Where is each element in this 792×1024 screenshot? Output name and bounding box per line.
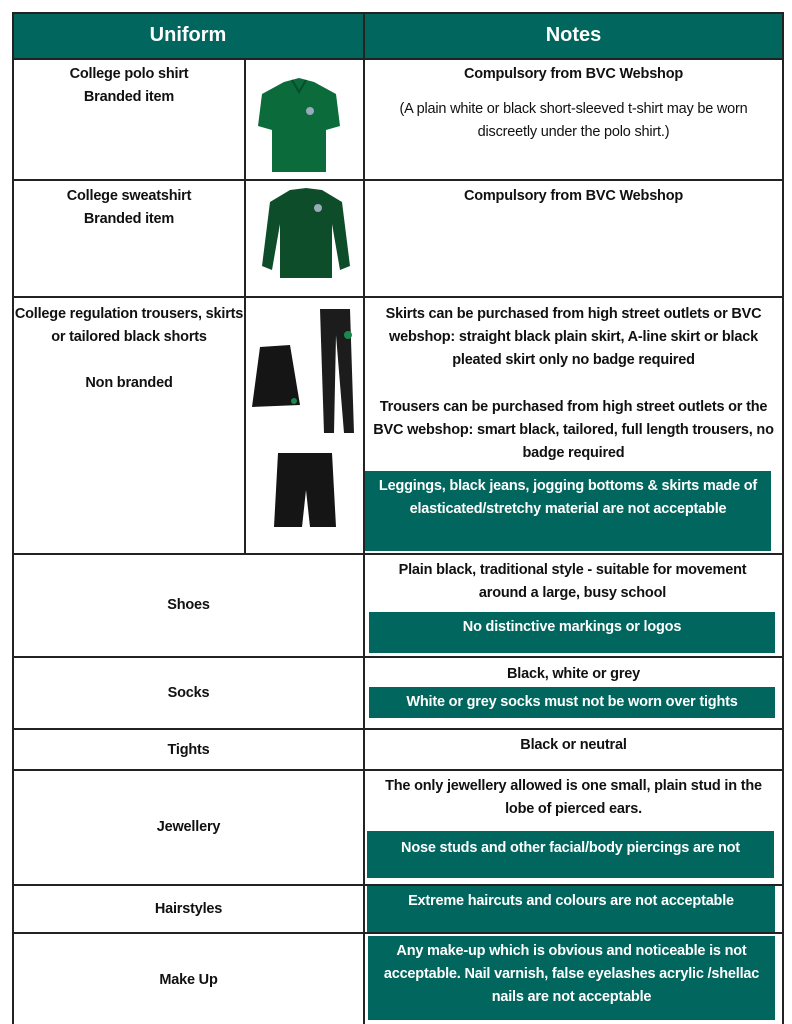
divider bbox=[782, 12, 784, 1024]
warning-box: White or grey socks must not be worn over tights bbox=[369, 687, 775, 718]
warning-box: Leggings, black jeans, jogging bottoms & skirts made of elasticated/stretchy material are not acceptable bbox=[365, 471, 771, 551]
header-notes: Notes bbox=[364, 13, 783, 58]
note: Compulsory from BVC Webshop bbox=[463, 66, 684, 82]
sweatshirt-image bbox=[260, 188, 352, 280]
divider bbox=[12, 58, 784, 60]
divider bbox=[244, 58, 246, 554]
polo-shirt-image bbox=[256, 78, 342, 174]
item-label: Make Up bbox=[159, 972, 218, 988]
skirt-trousers-shorts-image bbox=[250, 305, 360, 530]
warning-box: No distinctive markings or logos bbox=[369, 612, 775, 653]
note: Plain black, traditional style - suitable for movement around a large, busy school bbox=[398, 562, 747, 601]
note: Skirts can be purchased from high street outlets or BVC webshop: straight black plain skirt, A-line skirt or black pleated skirt only no badge required bbox=[385, 306, 762, 368]
note: Compulsory from BVC Webshop bbox=[463, 188, 684, 204]
item-label: College polo shirt Branded item bbox=[69, 66, 189, 105]
item-label: College regulation trousers, skirts or tailored black shorts Non branded bbox=[14, 306, 244, 391]
divider bbox=[12, 656, 784, 658]
warning-box: Extreme haircuts and colours are not acceptable bbox=[367, 886, 775, 932]
item-label: Socks bbox=[167, 685, 210, 701]
warning-box: Nose studs and other facial/body piercings are not bbox=[367, 831, 774, 878]
item-label: Jewellery bbox=[156, 819, 221, 835]
warning-box: Any make-up which is obvious and noticeable is not acceptable. Nail varnish, false eyelashes acrylic /shellac nails are not acceptable bbox=[368, 936, 775, 1020]
divider bbox=[12, 12, 14, 1024]
divider bbox=[12, 296, 784, 298]
item-label: Tights bbox=[167, 742, 210, 758]
divider bbox=[12, 932, 784, 934]
note: Black, white or grey bbox=[507, 666, 640, 682]
header-uniform: Uniform bbox=[13, 13, 363, 58]
item-label: Hairstyles bbox=[154, 901, 223, 917]
divider bbox=[12, 769, 784, 771]
divider bbox=[12, 728, 784, 730]
divider bbox=[12, 179, 784, 181]
note-detail: (A plain white or black short-sleeved t-shirt may be worn discreetly under the polo shirt.) bbox=[399, 101, 748, 140]
note: The only jewellery allowed is one small, plain stud in the lobe of pierced ears. bbox=[385, 778, 762, 817]
divider bbox=[12, 553, 784, 555]
item-label: Shoes bbox=[167, 597, 210, 613]
divider bbox=[12, 12, 784, 14]
note: Black or neutral bbox=[520, 737, 627, 753]
item-label: College sweatshirt Branded item bbox=[66, 188, 192, 227]
note-detail: Trousers can be purchased from high street outlets or the BVC webshop: smart black, tailored, full length trousers, no badge required bbox=[373, 399, 774, 461]
